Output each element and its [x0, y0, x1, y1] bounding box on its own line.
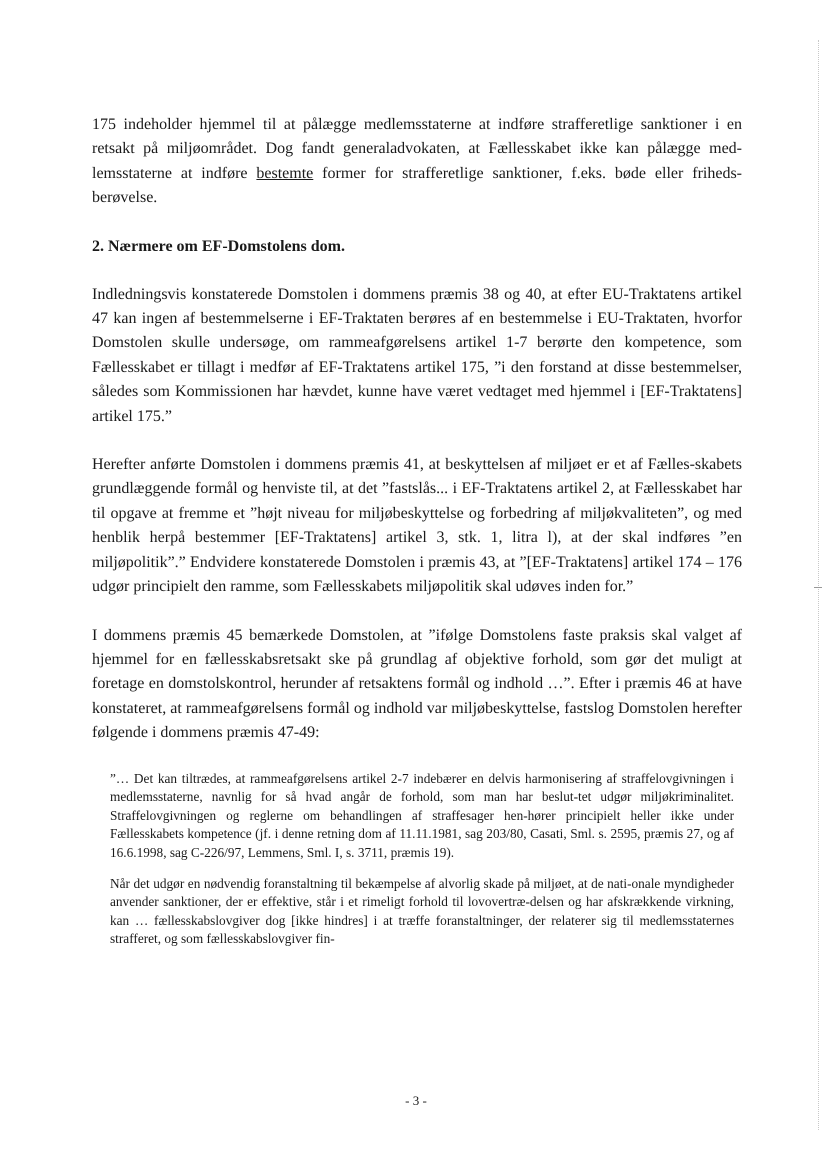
section-heading: 2. Nærmere om EF-Domstolens dom.	[92, 237, 345, 255]
paragraph-1-text-end: former for strafferetlige sanktioner, f.eks. bøde eller friheds-berøvelse.	[92, 164, 742, 207]
underlined-word: bestemte	[256, 164, 314, 182]
quote-paragraph-2: Når det udgør en nødvendig foranstaltning til bekæmpelse af alvorlig skade på miljøet, at de nati-onale myndigheder anvender sanktioner, der er effektive, står i et rimeligt forhold til lovovertræ-delsen og har afskrækkende virkning, kan … fællesskabslovgiver dog [ikke hindres] i at træffe foranstaltninger, der relaterer sig til medlemsstaternes strafferet, og som fællesskabslovgiver fin-	[110, 875, 734, 947]
paragraph-1-text-start: 175 indeholder hjemmel til at pålægge medlemsstaterne at indføre strafferetlige sanktioner i en retsakt på miljøområdet. Dog fandt generaladvokaten, at Fællesskabet ikke kan pålægge med-lemsstaterne at indføre	[92, 116, 742, 182]
paragraph-4: I dommens præmis 45 bemærkede Domstolen, at ”ifølge Domstolens faste praksis skal valget af hjemmel for en fællesskabsretsakt ske på grundlag af objektive forhold, som gør det muligt at foretage en domstolskontrol, herunder af retsaktens formål og indhold …”. Efter i præmis 46 at have konstateret, at rammeafgørelsens formål og indhold var miljøbeskyttelse, fastslog Domstolen herefter følgende i dommens præmis 47-49:	[92, 626, 742, 742]
page-content	[92, 113, 742, 961]
paragraph-2: Indledningsvis konstaterede Domstolen i dommens præmis 38 og 40, at efter EU-Traktatens artikel 47 kan ingen af bestemmelserne i EF-Traktaten berøres af en bestemmelse i EU-Traktaten, hvorfor Domstolen skulle undersøge, om rammeafgørelsens artikel 1-7 berørte den kompetence, som Fællesskabet er tillagt i medfør af EF-Traktatens artikel 175, ”i den forstand at disse bestemmelser, således som Kommissionen har hævdet, kunne have været vedtaget med hjemmel i [EF-Traktatens] artikel 175.”	[92, 285, 742, 425]
block-quote	[110, 770, 734, 949]
paragraph-3: Herefter anførte Domstolen i dommens præmis 41, at beskyttelsen af miljøet er et af Fælles-skabets grundlæggende formål og henviste til, at det ”fastslås... i EF-Traktatens artikel 2, at Fællesskabet har til opgave at fremme et ”højt niveau for miljøbeskyttelse og forbedring af miljøkvaliteten”, og med henblik herpå bestemmer [EF-Traktatens] artikel 3, stk. 1, litra l), at der skal indføres ”en miljøpolitik”.” Endvidere konstaterede Domstolen i præmis 43, at ”[EF-Traktatens] artikel 174 – 176 udgør principielt den ramme, som Fællesskabets miljøpolitik skal udøves inden for.”	[92, 456, 742, 596]
page-number: - 3 -	[405, 1093, 427, 1108]
quote-paragraph-1: ”… Det kan tiltrædes, at rammeafgørelsens artikel 2-7 indebærer en delvis harmonisering af straffelovgivningen i medlemsstaterne, navnlig for så hvad angår de forhold, som man har beslut-tet udgør miljøkriminalitet. Straffelovgivningen og reglerne om behandlingen af straffesager hen-hører principielt heller ikke under Fællesskabets kompetence (jf. i denne retning dom af 11.11.1981, sag 203/80, Casati, Sml. s. 2595, præmis 27, og af 16.6.1998, sag C-226/97, Lemmens, Sml. I, s. 3711, præmis 19).	[110, 770, 734, 860]
scan-edge-mark	[814, 587, 822, 588]
paragraph-continued	[92, 113, 742, 211]
scan-edge-line	[818, 40, 819, 1130]
